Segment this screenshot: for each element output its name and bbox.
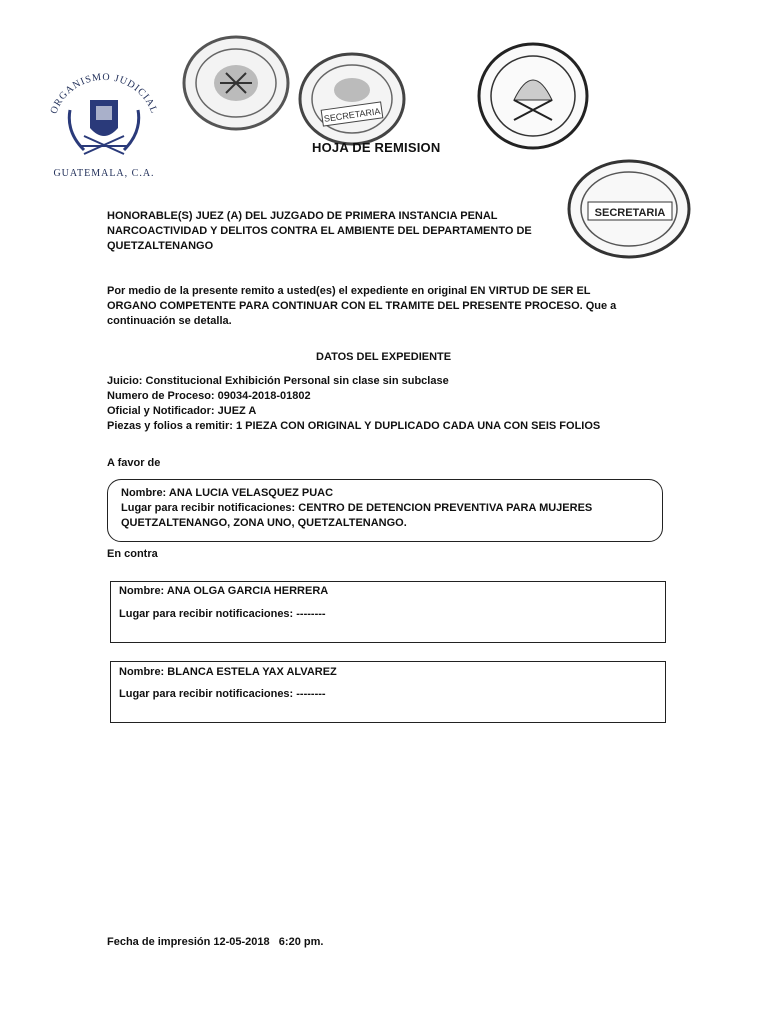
detail-numero-proceso: Numero de Proceso: 09034-2018-01802: [107, 390, 311, 402]
document-title: HOJA DE REMISION: [312, 140, 441, 155]
secretaria-stamp-2-text: SECRETARIA: [594, 207, 666, 219]
logo-bottom-text: GUATEMALA, C.A.: [53, 168, 155, 179]
addressee-block: [107, 209, 532, 254]
favor-lugar-line: QUETZALTENANGO, ZONA UNO, QUETZALTENANGO.: [121, 517, 407, 529]
detail-piezas: Piezas y folios a remitir: 1 PIEZA CON ORIGINAL Y DUPLICADO CADA UNA CON SEIS FOLIOS: [107, 420, 601, 432]
addressee-line: NARCOACTIVIDAD Y DELITOS CONTRA EL AMBIENTE DEL DEPARTAMENTO DE: [107, 225, 532, 237]
favor-lugar-line: Lugar para recibir notificaciones: CENTRO DE DETENCION PREVENTIVA PARA MUJERES: [121, 502, 593, 514]
contra-nombre: Nombre: BLANCA ESTELA YAX ALVAREZ: [119, 666, 337, 678]
logo-top-text: ORGANISMO JUDICIAL: [48, 71, 160, 116]
print-date: Fecha de impresión 12-05-2018 6:20 pm.: [107, 936, 324, 948]
juzgado-paz-stamp: [474, 40, 592, 152]
favor-box: [107, 479, 663, 542]
addressee-line: HONORABLE(S) JUEZ (A) DEL JUZGADO DE PRIMERA INSTANCIA PENAL: [107, 210, 498, 222]
section-title: DATOS DEL EXPEDIENTE: [316, 351, 452, 363]
contra-lugar: Lugar para recibir notificaciones: --------: [119, 608, 326, 620]
detail-oficial: Oficial y Notificador: JUEZ A: [107, 405, 257, 417]
detail-juicio: Juicio: Constitucional Exhibición Personal sin clase sin subclase: [107, 375, 449, 387]
details-block: [107, 374, 600, 434]
contra-label: En contra: [107, 548, 158, 560]
secretaria-stamp-1: [296, 50, 408, 148]
intro-paragraph: [107, 284, 616, 329]
intro-line: Por medio de la presente remito a usted(es) el expediente en original EN VIRTUD DE SER EL: [107, 285, 591, 297]
juzgado-stamp-1: [178, 28, 293, 133]
favor-lugar: [121, 501, 592, 531]
intro-line: continuación se detalla.: [107, 315, 232, 327]
contra-nombre: Nombre: ANA OLGA GARCIA HERRERA: [119, 585, 329, 597]
contra-lugar: Lugar para recibir notificaciones: --------: [119, 688, 326, 700]
contra-box: [110, 661, 666, 723]
favor-label: A favor de: [107, 457, 161, 469]
secretaria-stamp-2: [564, 156, 694, 262]
addressee-line: QUETZALTENANGO: [107, 240, 214, 252]
organismo-judicial-logo: [40, 70, 168, 182]
favor-nombre: Nombre: ANA LUCIA VELASQUEZ PUAC: [121, 487, 334, 499]
contra-box: [110, 581, 666, 643]
intro-line: ORGANO COMPETENTE PARA CONTINUAR CON EL TRAMITE DEL PRESENTE PROCESO. Que a: [107, 300, 617, 312]
secretaria-stamp-1-text: SECRETARIA: [323, 106, 381, 124]
